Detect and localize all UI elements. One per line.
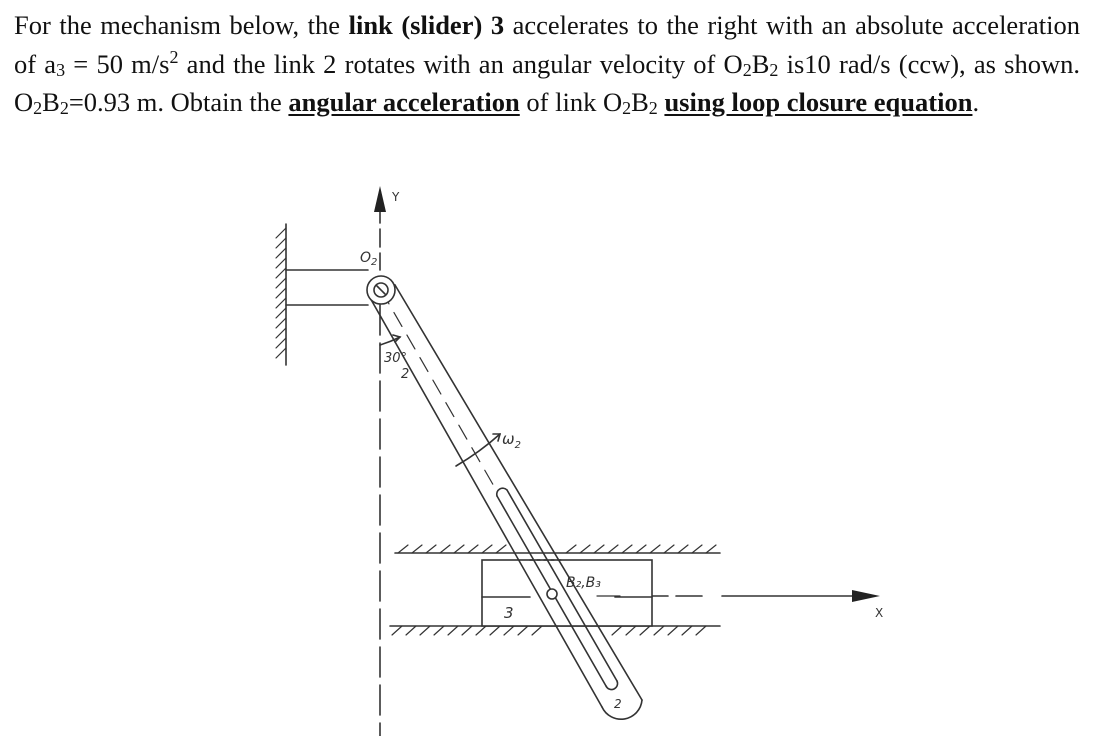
point-label: B₂,B₃ [566, 575, 601, 591]
subscript: 2 [59, 98, 69, 119]
pivot-support-arm [286, 270, 368, 305]
link-slider-3-bold: link (slider) 3 [348, 10, 505, 40]
pivot-label: $O_2$ [360, 250, 378, 268]
text-run: = 50 m/s [65, 48, 170, 79]
subscript: 2 [622, 98, 632, 119]
subscript: 2 [648, 98, 658, 119]
text-run: B [751, 48, 770, 79]
angular-acceleration-emphasis: angular acceleration [288, 87, 520, 117]
angle-30-arc [380, 335, 400, 345]
x-axis-label: X [875, 606, 884, 620]
omega-label: $\omega_2$ [502, 430, 521, 451]
text-run: For the mechanism below, the [14, 10, 349, 40]
angle-label: 30° [384, 351, 408, 366]
loop-closure-emphasis: using loop closure equation [664, 87, 973, 117]
pin-b2-b3 [547, 589, 557, 599]
subscript: 2 [769, 59, 779, 80]
text-run: and the link 2 rotates with an angular velocity of O [178, 48, 743, 79]
guide-rail-top [395, 545, 720, 553]
link-2 [369, 284, 642, 719]
text-run: . [972, 87, 980, 117]
text-run: =0.93 m. Obtain the [68, 87, 289, 117]
text-run: B [42, 87, 60, 117]
text-run: accelerates to the right with an absolute acceleration of a [14, 10, 1081, 79]
subscript: 3 [56, 59, 66, 80]
y-axis-label: Y [392, 190, 400, 204]
superscript: 2 [169, 46, 179, 67]
subscript: 2 [742, 59, 752, 80]
y-axis [374, 186, 386, 736]
subscript: 2 [33, 98, 43, 119]
text-run: B [631, 87, 649, 117]
guide-rail-bottom [390, 626, 720, 635]
text-run: is10 rad/s (ccw), as shown. O [14, 48, 1080, 117]
slider-label: 3 [504, 604, 514, 622]
link-2-label: 2 [401, 367, 410, 382]
pivot-o2 [367, 276, 395, 304]
slot-end-label: 2 [614, 697, 622, 711]
ground-wall [276, 224, 286, 365]
text-run: of link O [519, 87, 623, 117]
